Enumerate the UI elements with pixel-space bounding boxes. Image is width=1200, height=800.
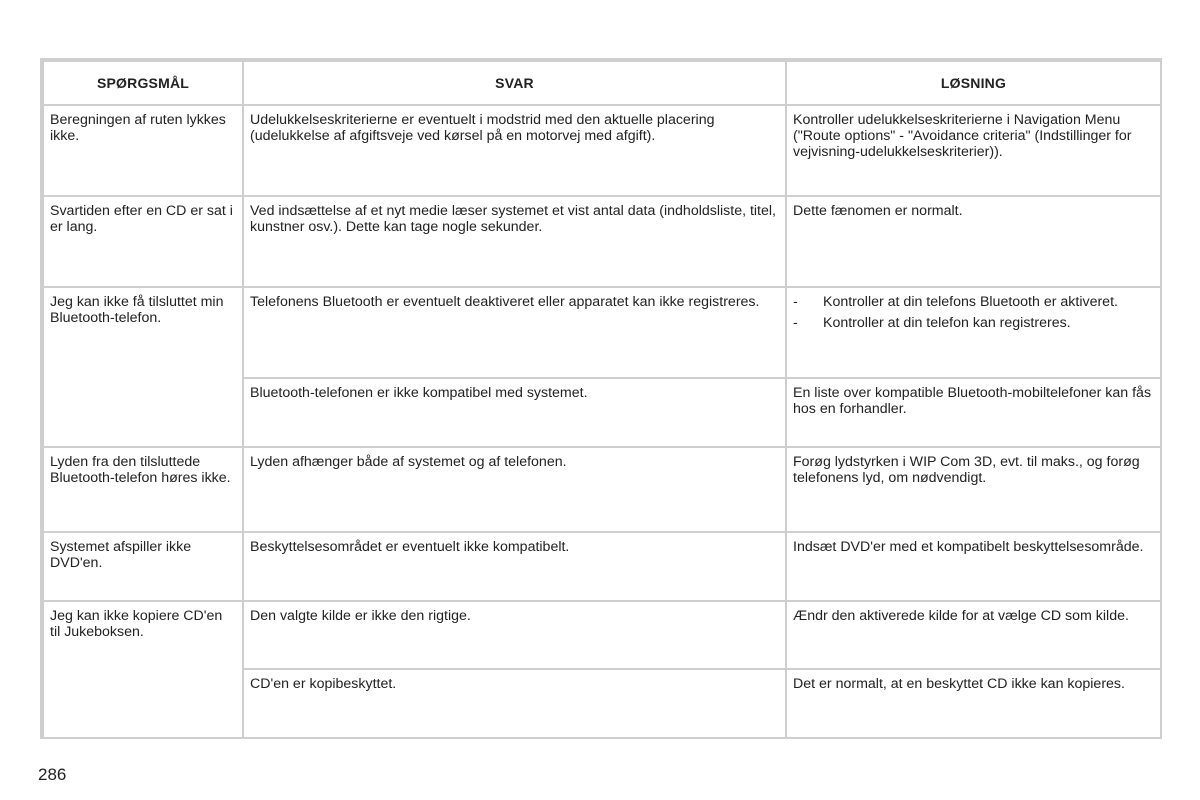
solution-cell: En liste over kompatible Bluetooth-mobiltelefoner kan fås hos en forhandler. — [786, 378, 1161, 447]
troubleshooting-table — [40, 58, 1162, 739]
solution-cell: Det er normalt, at en beskyttet CD ikke kan kopieres. — [786, 669, 1161, 738]
header-solution: LØSNING — [786, 61, 1161, 105]
table-row — [43, 196, 1161, 287]
answer-cell: Bluetooth-telefonen er ikke kompatibel med systemet. — [243, 378, 786, 447]
list-item-text: Kontroller at din telefon kan registreres. — [823, 315, 1071, 331]
table-row — [43, 447, 1161, 532]
solution-cell: Dette fænomen er normalt. — [786, 196, 1161, 287]
answer-cell: CD'en er kopibeskyttet. — [243, 669, 786, 738]
list-item — [793, 294, 1154, 310]
dash-bullet: - — [793, 315, 798, 331]
table-row — [43, 105, 1161, 196]
table-row — [43, 287, 1161, 378]
header-question: SPØRGSMÅL — [43, 61, 243, 105]
answer-cell: Ved indsættelse af et nyt medie læser systemet et vist antal data (indholdsliste, titel, kunstner osv.). Dette kan tage nogle sekunder. — [243, 196, 786, 287]
table-row — [43, 532, 1161, 601]
solution-list — [793, 294, 1154, 331]
answer-cell: Telefonens Bluetooth er eventuelt deaktiveret eller apparatet kan ikke registreres. — [243, 287, 786, 378]
header-answer: SVAR — [243, 61, 786, 105]
page-number: 286 — [38, 765, 67, 784]
question-cell: Beregningen af ruten lykkes ikke. — [43, 105, 243, 196]
table-header-row — [43, 61, 1161, 105]
question-cell: Systemet afspiller ikke DVD'en. — [43, 532, 243, 601]
solution-cell: Indsæt DVD'er med et kompatibelt beskyttelsesområde. — [786, 532, 1161, 601]
solution-cell: Ændr den aktiverede kilde for at vælge CD som kilde. — [786, 601, 1161, 669]
answer-cell: Beskyttelsesområdet er eventuelt ikke kompatibelt. — [243, 532, 786, 601]
list-item — [793, 315, 1154, 331]
solution-cell: Forøg lydstyrken i WIP Com 3D, evt. til maks., og forøg telefonens lyd, om nødvendigt. — [786, 447, 1161, 532]
solution-cell: Kontroller udelukkelseskriterierne i Navigation Menu ("Route options" - "Avoidance criteria" (Indstillinger for vejvisning-udelukkelseskriterier)). — [786, 105, 1161, 196]
answer-cell: Udelukkelseskriterierne er eventuelt i modstrid med den aktuelle placering (udelukkelse af afgiftsveje ved kørsel på en motorvej med afgift). — [243, 105, 786, 196]
question-cell: Svartiden efter en CD er sat i er lang. — [43, 196, 243, 287]
answer-cell: Den valgte kilde er ikke den rigtige. — [243, 601, 786, 669]
list-item-text: Kontroller at din telefons Bluetooth er aktiveret. — [823, 294, 1118, 310]
question-cell: Lyden fra den tilsluttede Bluetooth-telefon høres ikke. — [43, 447, 243, 532]
solution-cell — [786, 287, 1161, 378]
table-row — [43, 601, 1161, 669]
question-cell: Jeg kan ikke få tilsluttet min Bluetooth-telefon. — [43, 287, 243, 447]
answer-cell: Lyden afhænger både af systemet og af telefonen. — [243, 447, 786, 532]
dash-bullet: - — [793, 294, 798, 310]
question-cell: Jeg kan ikke kopiere CD'en til Jukeboksen. — [43, 601, 243, 738]
